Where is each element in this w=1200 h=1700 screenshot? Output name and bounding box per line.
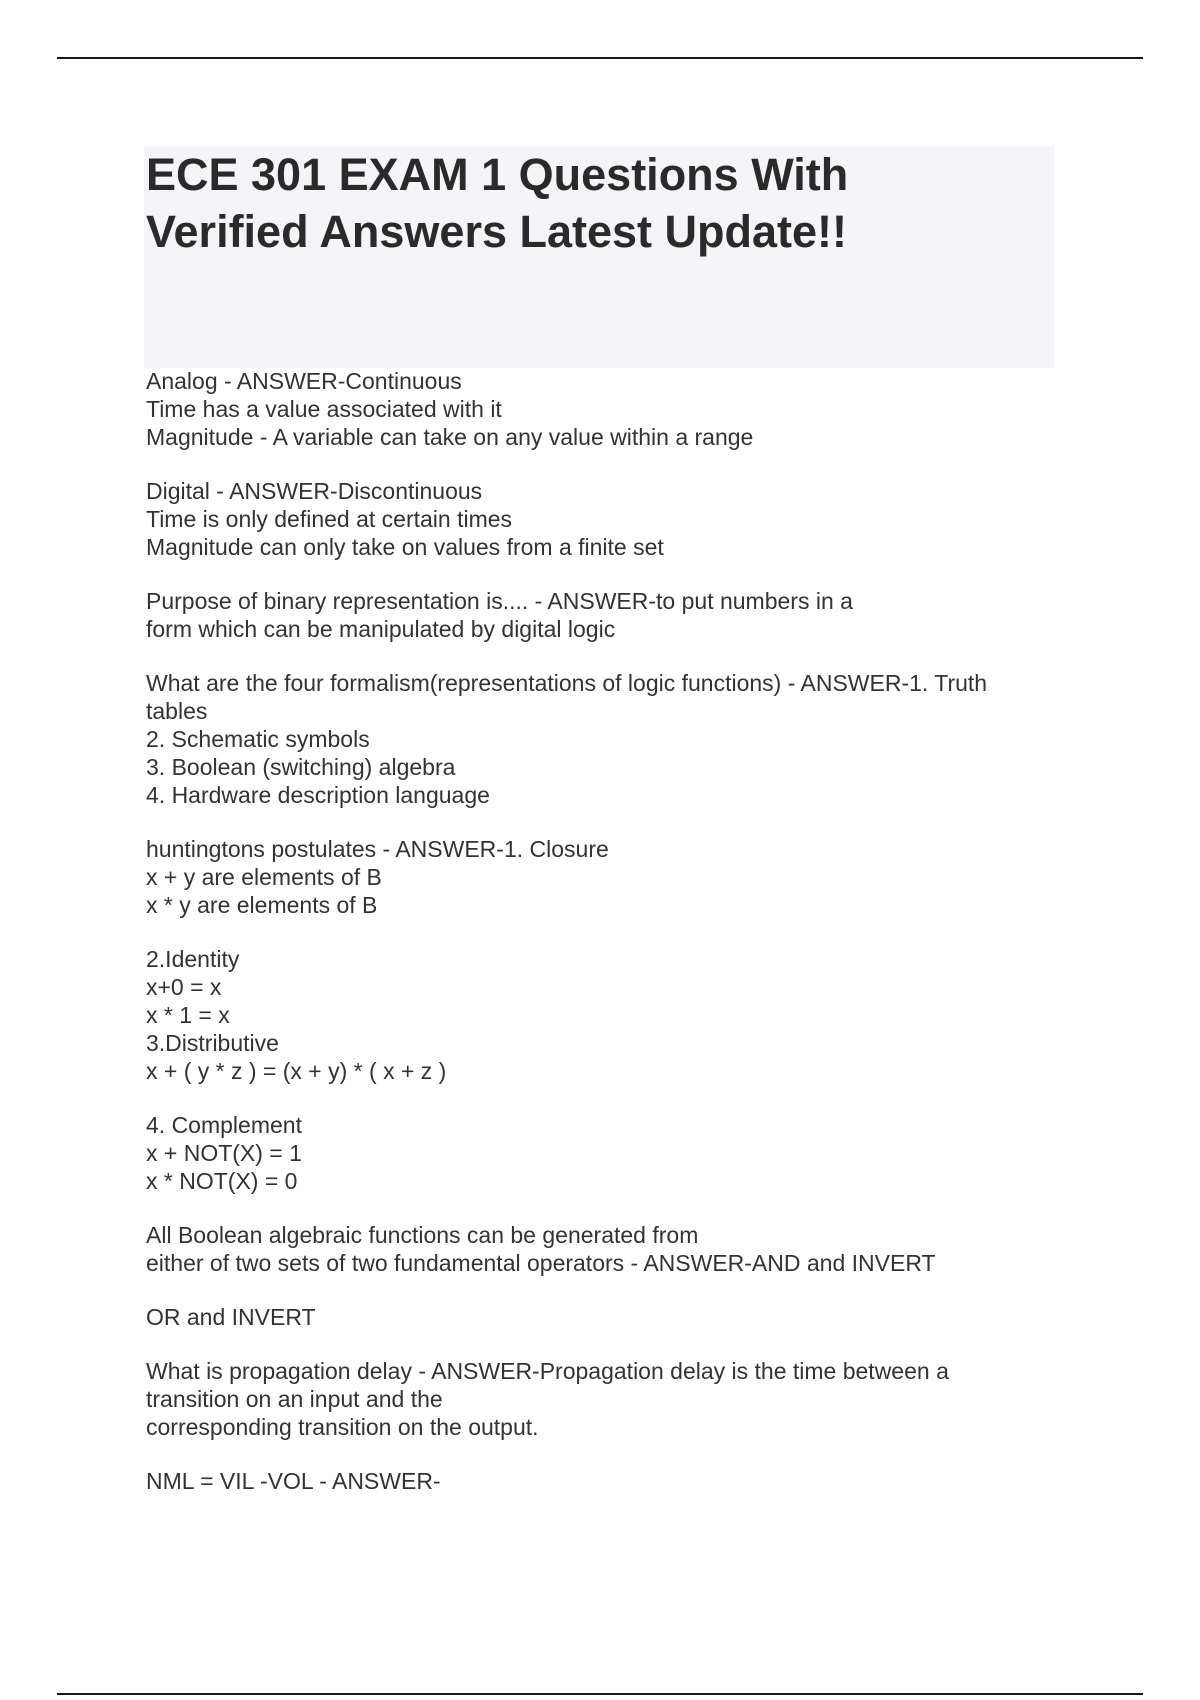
document-title (146, 146, 1046, 260)
bottom-divider (57, 1693, 1143, 1695)
qa-entry (146, 835, 1076, 919)
qa-line: Magnitude - A variable can take on any value within a range (146, 424, 754, 450)
qa-line: x+0 = x (146, 974, 222, 1000)
qa-line: tables (146, 698, 208, 724)
qa-line: either of two sets of two fundamental operators - ANSWER-AND and INVERT (146, 1250, 936, 1276)
qa-line: OR and INVERT (146, 1304, 316, 1330)
qa-line: 4. Hardware description language (146, 782, 490, 808)
title-line: ECE 301 EXAM 1 Questions With (146, 149, 849, 200)
qa-line: Time is only defined at certain times (146, 506, 513, 532)
qa-line: 4. Complement (146, 1112, 302, 1138)
qa-entry (146, 1221, 1076, 1277)
qa-line: x + NOT(X) = 1 (146, 1140, 302, 1166)
qa-line: 3.Distributive (146, 1030, 279, 1056)
qa-line: 2. Schematic symbols (146, 726, 370, 752)
qa-entry (146, 669, 1076, 809)
qa-line: Purpose of binary representation is.... - ANSWER-to put numbers in a (146, 588, 853, 614)
qa-entry (146, 1467, 1076, 1495)
qa-line: NML = VIL -VOL - ANSWER- (146, 1468, 441, 1494)
qa-line: Digital - ANSWER-Discontinuous (146, 478, 483, 504)
qa-line: What is propagation delay - ANSWER-Propagation delay is the time between a (146, 1358, 949, 1384)
qa-entry (146, 367, 1076, 451)
qa-line: form which can be manipulated by digital logic (146, 616, 616, 642)
document-body (146, 367, 1076, 1521)
qa-line: corresponding transition on the output. (146, 1414, 539, 1440)
qa-line: transition on an input and the (146, 1386, 443, 1412)
qa-line: What are the four formalism(representations of logic functions) - ANSWER-1. Truth (146, 670, 988, 696)
qa-line: x * y are elements of B (146, 892, 378, 918)
top-divider (57, 57, 1143, 59)
qa-entry (146, 1303, 1076, 1331)
qa-line: huntingtons postulates - ANSWER-1. Closure (146, 836, 609, 862)
qa-entry (146, 477, 1076, 561)
qa-entry (146, 945, 1076, 1085)
qa-line: x * NOT(X) = 0 (146, 1168, 298, 1194)
qa-line: Analog - ANSWER-Continuous (146, 368, 462, 394)
title-line: Verified Answers Latest Update!! (146, 206, 848, 257)
qa-entry (146, 1111, 1076, 1195)
qa-line: x + y are elements of B (146, 864, 382, 890)
qa-entry (146, 1357, 1076, 1441)
qa-line: Magnitude can only take on values from a finite set (146, 534, 664, 560)
qa-line: 2.Identity (146, 946, 240, 972)
qa-line: x + ( y * z ) = (x + y) * ( x + z ) (146, 1058, 447, 1084)
qa-line: x * 1 = x (146, 1002, 230, 1028)
qa-entry (146, 587, 1076, 643)
qa-line: Time has a value associated with it (146, 396, 502, 422)
qa-line: 3. Boolean (switching) algebra (146, 754, 456, 780)
qa-line: All Boolean algebraic functions can be generated from (146, 1222, 699, 1248)
